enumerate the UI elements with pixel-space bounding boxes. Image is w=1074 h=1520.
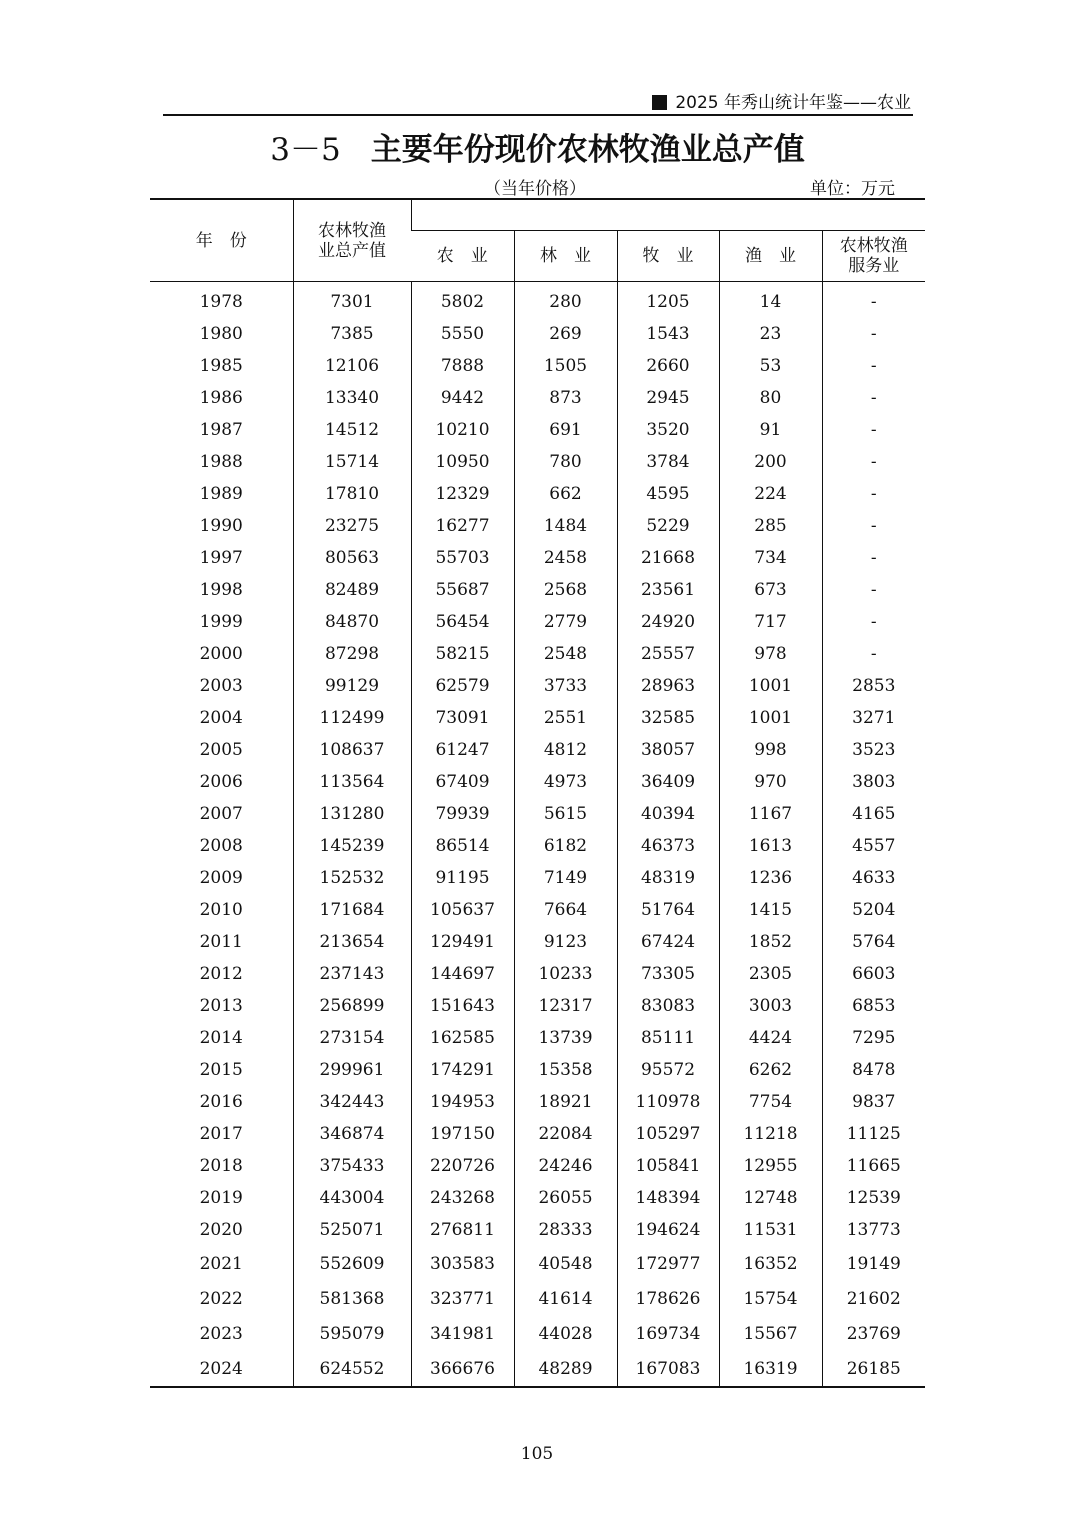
cell-services: - xyxy=(822,414,925,446)
cell-agriculture: 56454 xyxy=(411,606,514,638)
table-header xyxy=(150,199,925,282)
cell-animal-husbandry: 178626 xyxy=(617,1281,719,1316)
cell-forestry: 15358 xyxy=(514,1054,617,1086)
cell-year: 2008 xyxy=(199,836,243,856)
cell-total: 443004 xyxy=(293,1182,411,1214)
cell-total: 273154 xyxy=(293,1022,411,1054)
cell-fishery: 23 xyxy=(719,318,822,350)
cell-year: 2011 xyxy=(199,932,243,952)
cell-forestry: 2568 xyxy=(514,574,617,606)
header-total-line2: 业总产值 xyxy=(318,240,386,261)
cell-year: 1988 xyxy=(199,452,243,472)
cell-animal-husbandry: 105297 xyxy=(617,1118,719,1150)
cell-agriculture: 220726 xyxy=(411,1150,514,1182)
cell-year: 2016 xyxy=(199,1092,243,1112)
cell-forestry: 44028 xyxy=(514,1316,617,1351)
cell-forestry: 40548 xyxy=(514,1246,617,1281)
cell-year: 1989 xyxy=(199,484,243,504)
cell-animal-husbandry: 3784 xyxy=(617,446,719,478)
cell-animal-husbandry: 24920 xyxy=(617,606,719,638)
table-row xyxy=(150,1281,925,1316)
cell-year: 2014 xyxy=(199,1028,243,1048)
cell-agriculture: 16277 xyxy=(411,510,514,542)
header-agriculture: 农 业 xyxy=(411,231,514,282)
table-row xyxy=(150,734,925,766)
cell-fishery: 1415 xyxy=(719,894,822,926)
cell-services: 5204 xyxy=(822,894,925,926)
cell-agriculture: 174291 xyxy=(411,1054,514,1086)
cell-fishery: 53 xyxy=(719,350,822,382)
header-year: 年 份 xyxy=(195,230,247,251)
cell-year: 2017 xyxy=(199,1124,243,1144)
cell-fishery: 734 xyxy=(719,542,822,574)
cell-total: 237143 xyxy=(293,958,411,990)
cell-animal-husbandry: 67424 xyxy=(617,926,719,958)
cell-forestry: 2458 xyxy=(514,542,617,574)
cell-agriculture: 243268 xyxy=(411,1182,514,1214)
cell-services: - xyxy=(822,446,925,478)
cell-fishery: 16352 xyxy=(719,1246,822,1281)
cell-fishery: 717 xyxy=(719,606,822,638)
cell-agriculture: 73091 xyxy=(411,702,514,734)
cell-fishery: 16319 xyxy=(719,1351,822,1387)
cell-year: 2003 xyxy=(199,676,243,696)
cell-agriculture: 86514 xyxy=(411,830,514,862)
table-row xyxy=(150,1246,925,1281)
cell-forestry: 18921 xyxy=(514,1086,617,1118)
table-body xyxy=(150,282,925,1388)
header-fishery: 渔 业 xyxy=(719,231,822,282)
table-row xyxy=(150,606,925,638)
cell-year: 2005 xyxy=(199,740,243,760)
cell-fishery: 7754 xyxy=(719,1086,822,1118)
cell-fishery: 15567 xyxy=(719,1316,822,1351)
cell-forestry: 26055 xyxy=(514,1182,617,1214)
cell-forestry: 7149 xyxy=(514,862,617,894)
cell-fishery: 673 xyxy=(719,574,822,606)
table-row xyxy=(150,638,925,670)
cell-fishery: 1001 xyxy=(719,670,822,702)
cell-total: 84870 xyxy=(293,606,411,638)
cell-year: 2004 xyxy=(199,708,243,728)
cell-services: 6853 xyxy=(822,990,925,1022)
cell-year: 1978 xyxy=(199,292,243,312)
cell-total: 7301 xyxy=(293,282,411,319)
cell-animal-husbandry: 169734 xyxy=(617,1316,719,1351)
running-head-text xyxy=(652,88,911,113)
table-title: 主要年份现价农林牧渔业总产值 xyxy=(370,132,805,168)
cell-agriculture: 7888 xyxy=(411,350,514,382)
cell-year: 2020 xyxy=(199,1220,243,1240)
cell-year: 2007 xyxy=(199,804,243,824)
cell-animal-husbandry: 2660 xyxy=(617,350,719,382)
cell-total: 525071 xyxy=(293,1214,411,1246)
cell-forestry: 22084 xyxy=(514,1118,617,1150)
table-row xyxy=(150,830,925,862)
cell-animal-husbandry: 23561 xyxy=(617,574,719,606)
header-total-output xyxy=(293,199,411,282)
cell-forestry: 2548 xyxy=(514,638,617,670)
cell-forestry: 3733 xyxy=(514,670,617,702)
cell-year: 2019 xyxy=(199,1188,243,1208)
cell-year: 2006 xyxy=(199,772,243,792)
cell-total: 256899 xyxy=(293,990,411,1022)
cell-fishery: 91 xyxy=(719,414,822,446)
cell-agriculture: 303583 xyxy=(411,1246,514,1281)
cell-forestry: 24246 xyxy=(514,1150,617,1182)
cell-forestry: 2551 xyxy=(514,702,617,734)
cell-services: 2853 xyxy=(822,670,925,702)
data-table-container xyxy=(150,198,925,1388)
running-head-label: 2025 年秀山统计年鉴——农业 xyxy=(675,93,911,113)
cell-forestry: 41614 xyxy=(514,1281,617,1316)
cell-fishery: 1613 xyxy=(719,830,822,862)
cell-year: 2024 xyxy=(150,1351,293,1387)
cell-fishery: 12748 xyxy=(719,1182,822,1214)
cell-services: 4165 xyxy=(822,798,925,830)
cell-fishery: 2305 xyxy=(719,958,822,990)
cell-animal-husbandry: 1543 xyxy=(617,318,719,350)
header-services-line1: 农林牧渔 xyxy=(839,236,908,256)
table-row xyxy=(150,1150,925,1182)
cell-fishery: 970 xyxy=(719,766,822,798)
cell-services: - xyxy=(822,542,925,574)
cell-fishery: 1852 xyxy=(719,926,822,958)
cell-services: 11665 xyxy=(822,1150,925,1182)
cell-agriculture: 79939 xyxy=(411,798,514,830)
cell-agriculture: 55687 xyxy=(411,574,514,606)
cell-year: 2000 xyxy=(199,644,243,664)
cell-total: 108637 xyxy=(293,734,411,766)
cell-forestry: 5615 xyxy=(514,798,617,830)
cell-fishery: 200 xyxy=(719,446,822,478)
header-group-spacer xyxy=(411,199,925,231)
table-row xyxy=(150,862,925,894)
cell-year: 2012 xyxy=(199,964,243,984)
cell-agriculture: 105637 xyxy=(411,894,514,926)
cell-fishery: 80 xyxy=(719,382,822,414)
cell-animal-husbandry: 105841 xyxy=(617,1150,719,1182)
table-row xyxy=(150,702,925,734)
cell-total: 80563 xyxy=(293,542,411,574)
cell-services: - xyxy=(822,478,925,510)
cell-agriculture: 10210 xyxy=(411,414,514,446)
cell-total: 12106 xyxy=(293,350,411,382)
cell-forestry: 28333 xyxy=(514,1214,617,1246)
cell-services: - xyxy=(822,574,925,606)
table-row xyxy=(150,478,925,510)
cell-forestry: 48289 xyxy=(514,1351,617,1387)
cell-year: 1999 xyxy=(199,612,243,632)
unit-label: 单位：万元 xyxy=(810,179,895,199)
cell-agriculture: 323771 xyxy=(411,1281,514,1316)
cell-forestry: 9123 xyxy=(514,926,617,958)
table-row xyxy=(150,446,925,478)
cell-services: - xyxy=(822,282,925,319)
cell-fishery: 11218 xyxy=(719,1118,822,1150)
table-row xyxy=(150,382,925,414)
cell-forestry: 662 xyxy=(514,478,617,510)
cell-fishery: 1001 xyxy=(719,702,822,734)
cell-year: 2009 xyxy=(199,868,243,888)
cell-year: 2022 xyxy=(199,1288,243,1309)
cell-animal-husbandry: 25557 xyxy=(617,638,719,670)
cell-agriculture: 144697 xyxy=(411,958,514,990)
cell-services: 11125 xyxy=(822,1118,925,1150)
cell-animal-husbandry: 85111 xyxy=(617,1022,719,1054)
table-row xyxy=(150,670,925,702)
table-row xyxy=(150,282,925,319)
cell-animal-husbandry: 172977 xyxy=(617,1246,719,1281)
cell-services: 4633 xyxy=(822,862,925,894)
cell-agriculture: 61247 xyxy=(411,734,514,766)
cell-agriculture: 5550 xyxy=(411,318,514,350)
header-services-line2: 服务业 xyxy=(848,256,900,276)
cell-total: 145239 xyxy=(293,830,411,862)
running-head xyxy=(163,86,913,116)
cell-total: 87298 xyxy=(293,638,411,670)
cell-year: 2018 xyxy=(199,1156,243,1176)
cell-forestry: 12317 xyxy=(514,990,617,1022)
cell-agriculture: 194953 xyxy=(411,1086,514,1118)
cell-services: - xyxy=(822,382,925,414)
header-forestry: 林 业 xyxy=(514,231,617,282)
cell-agriculture: 62579 xyxy=(411,670,514,702)
cell-services: 19149 xyxy=(822,1246,925,1281)
cell-year: 1990 xyxy=(199,516,243,536)
cell-animal-husbandry: 110978 xyxy=(617,1086,719,1118)
cell-fishery: 15754 xyxy=(719,1281,822,1316)
cell-year: 1986 xyxy=(199,388,243,408)
cell-fishery: 285 xyxy=(719,510,822,542)
table-row xyxy=(150,926,925,958)
cell-agriculture: 9442 xyxy=(411,382,514,414)
cell-animal-husbandry: 51764 xyxy=(617,894,719,926)
cell-services: - xyxy=(822,350,925,382)
cell-services: 26185 xyxy=(822,1351,925,1387)
cell-year: 1980 xyxy=(199,324,243,344)
table-row xyxy=(150,958,925,990)
table-row xyxy=(150,1086,925,1118)
cell-total: 342443 xyxy=(293,1086,411,1118)
table-row xyxy=(150,894,925,926)
cell-total: 552609 xyxy=(293,1246,411,1281)
cell-total: 213654 xyxy=(293,926,411,958)
cell-total: 171684 xyxy=(293,894,411,926)
cell-services: 6603 xyxy=(822,958,925,990)
cell-forestry: 1505 xyxy=(514,350,617,382)
cell-services: - xyxy=(822,318,925,350)
cell-forestry: 780 xyxy=(514,446,617,478)
cell-forestry: 2779 xyxy=(514,606,617,638)
cell-animal-husbandry: 3520 xyxy=(617,414,719,446)
cell-fishery: 14 xyxy=(719,282,822,319)
cell-services: 4557 xyxy=(822,830,925,862)
cell-forestry: 269 xyxy=(514,318,617,350)
cell-agriculture: 12329 xyxy=(411,478,514,510)
cell-agriculture: 276811 xyxy=(411,1214,514,1246)
cell-animal-husbandry: 38057 xyxy=(617,734,719,766)
cell-agriculture: 341981 xyxy=(411,1316,514,1351)
cell-agriculture: 67409 xyxy=(411,766,514,798)
cell-forestry: 873 xyxy=(514,382,617,414)
cell-total: 17810 xyxy=(293,478,411,510)
cell-services: 9837 xyxy=(822,1086,925,1118)
cell-fishery: 11531 xyxy=(719,1214,822,1246)
cell-services: 3803 xyxy=(822,766,925,798)
cell-services: 7295 xyxy=(822,1022,925,1054)
cell-total: 131280 xyxy=(293,798,411,830)
cell-forestry: 7664 xyxy=(514,894,617,926)
cell-agriculture: 129491 xyxy=(411,926,514,958)
cell-agriculture: 197150 xyxy=(411,1118,514,1150)
cell-animal-husbandry: 83083 xyxy=(617,990,719,1022)
cell-forestry: 280 xyxy=(514,282,617,319)
table-row xyxy=(150,1351,925,1387)
table-row xyxy=(150,1054,925,1086)
cell-total: 375433 xyxy=(293,1150,411,1182)
header-animal-husbandry: 牧 业 xyxy=(617,231,719,282)
table-row xyxy=(150,574,925,606)
cell-total: 112499 xyxy=(293,702,411,734)
cell-services: 12539 xyxy=(822,1182,925,1214)
table-row xyxy=(150,318,925,350)
cell-animal-husbandry: 148394 xyxy=(617,1182,719,1214)
table-number: 3－5 xyxy=(270,132,341,168)
cell-year: 1985 xyxy=(199,356,243,376)
cell-forestry: 691 xyxy=(514,414,617,446)
table-row xyxy=(150,798,925,830)
cell-total: 99129 xyxy=(293,670,411,702)
cell-agriculture: 91195 xyxy=(411,862,514,894)
cell-animal-husbandry: 46373 xyxy=(617,830,719,862)
cell-total: 299961 xyxy=(293,1054,411,1086)
cell-animal-husbandry: 194624 xyxy=(617,1214,719,1246)
cell-animal-husbandry: 167083 xyxy=(617,1351,719,1387)
cell-fishery: 4424 xyxy=(719,1022,822,1054)
table-row xyxy=(150,510,925,542)
cell-agriculture: 10950 xyxy=(411,446,514,478)
cell-total: 14512 xyxy=(293,414,411,446)
cell-services: 13773 xyxy=(822,1214,925,1246)
cell-services: 23769 xyxy=(822,1316,925,1351)
cell-animal-husbandry: 32585 xyxy=(617,702,719,734)
cell-total: 595079 xyxy=(293,1316,411,1351)
cell-year: 1987 xyxy=(199,420,243,440)
cell-total: 15714 xyxy=(293,446,411,478)
cell-services: - xyxy=(822,510,925,542)
cell-fishery: 224 xyxy=(719,478,822,510)
cell-agriculture: 162585 xyxy=(411,1022,514,1054)
cell-year: 2010 xyxy=(199,900,243,920)
cell-forestry: 4812 xyxy=(514,734,617,766)
cell-fishery: 12955 xyxy=(719,1150,822,1182)
cell-total: 581368 xyxy=(293,1281,411,1316)
cell-agriculture: 58215 xyxy=(411,638,514,670)
cell-total: 7385 xyxy=(293,318,411,350)
cell-services: 21602 xyxy=(822,1281,925,1316)
cell-total: 82489 xyxy=(293,574,411,606)
cell-forestry: 1484 xyxy=(514,510,617,542)
header-services xyxy=(822,231,925,282)
table-row xyxy=(150,1316,925,1351)
cell-services: 8478 xyxy=(822,1054,925,1086)
cell-animal-husbandry: 40394 xyxy=(617,798,719,830)
table-row xyxy=(150,1182,925,1214)
cell-year: 1997 xyxy=(199,548,243,568)
cell-year: 2013 xyxy=(199,996,243,1016)
cell-year: 2023 xyxy=(199,1323,243,1344)
cell-total: 624552 xyxy=(293,1351,411,1387)
cell-animal-husbandry: 5229 xyxy=(617,510,719,542)
cell-fishery: 998 xyxy=(719,734,822,766)
cell-services: 3271 xyxy=(822,702,925,734)
cell-animal-husbandry: 28963 xyxy=(617,670,719,702)
cell-services: - xyxy=(822,638,925,670)
cell-total: 23275 xyxy=(293,510,411,542)
cell-agriculture: 366676 xyxy=(411,1351,514,1387)
cell-agriculture: 55703 xyxy=(411,542,514,574)
header-total-line1: 农林牧渔 xyxy=(318,220,386,241)
cell-animal-husbandry: 2945 xyxy=(617,382,719,414)
cell-animal-husbandry: 21668 xyxy=(617,542,719,574)
cell-animal-husbandry: 48319 xyxy=(617,862,719,894)
table-row xyxy=(150,542,925,574)
cell-agriculture: 151643 xyxy=(411,990,514,1022)
cell-total: 113564 xyxy=(293,766,411,798)
table-row xyxy=(150,414,925,446)
page-title xyxy=(150,124,925,169)
cell-total: 152532 xyxy=(293,862,411,894)
cell-total: 346874 xyxy=(293,1118,411,1150)
cell-forestry: 4973 xyxy=(514,766,617,798)
cell-total: 13340 xyxy=(293,382,411,414)
square-bullet-icon xyxy=(652,95,667,110)
cell-forestry: 13739 xyxy=(514,1022,617,1054)
cell-year: 2021 xyxy=(199,1253,243,1274)
cell-animal-husbandry: 4595 xyxy=(617,478,719,510)
cell-year: 1998 xyxy=(199,580,243,600)
cell-services: 5764 xyxy=(822,926,925,958)
cell-fishery: 6262 xyxy=(719,1054,822,1086)
cell-services: 3523 xyxy=(822,734,925,766)
table-row xyxy=(150,990,925,1022)
cell-animal-husbandry: 95572 xyxy=(617,1054,719,1086)
table-row xyxy=(150,1214,925,1246)
table-row xyxy=(150,1118,925,1150)
table-row xyxy=(150,766,925,798)
cell-forestry: 6182 xyxy=(514,830,617,862)
table-row xyxy=(150,350,925,382)
page-number: 105 xyxy=(520,1444,554,1464)
cell-forestry: 10233 xyxy=(514,958,617,990)
cell-animal-husbandry: 73305 xyxy=(617,958,719,990)
price-basis-note: （当年价格） xyxy=(484,179,586,199)
cell-fishery: 978 xyxy=(719,638,822,670)
cell-services: - xyxy=(822,606,925,638)
cell-year: 2015 xyxy=(199,1060,243,1080)
cell-fishery: 1236 xyxy=(719,862,822,894)
table-row xyxy=(150,1022,925,1054)
cell-animal-husbandry: 36409 xyxy=(617,766,719,798)
cell-animal-husbandry: 1205 xyxy=(617,282,719,319)
cell-fishery: 3003 xyxy=(719,990,822,1022)
output-value-table xyxy=(150,198,925,1388)
cell-agriculture: 5802 xyxy=(411,282,514,319)
cell-fishery: 1167 xyxy=(719,798,822,830)
